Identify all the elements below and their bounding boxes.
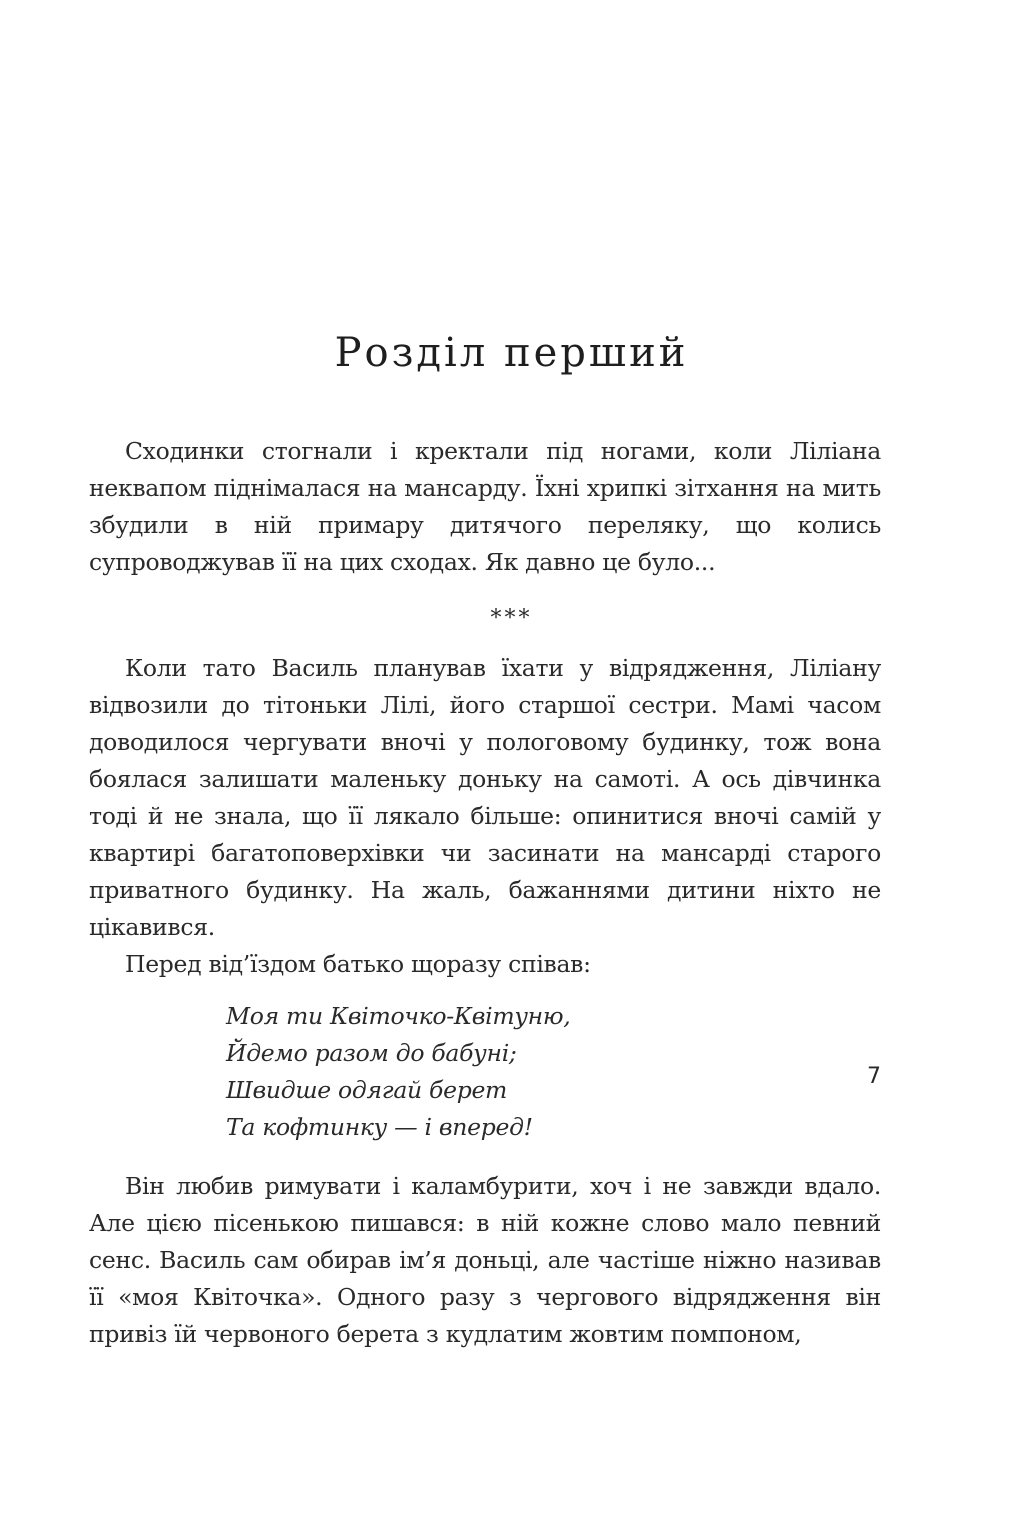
poem-line: Та кофтинку — і вперед! <box>226 1113 533 1141</box>
paragraph-intro: Сходинки стогнали і кректали під ногами, коли Ліліана неквапом піднімалася на мансарду. Їхні хрипкі зітхання на мить збудили в ній примару дитячого переляку, що колись супроводжував її на цих сходах. Як давно це було... <box>89 437 881 576</box>
poem-line: Моя ти Квіточко-Квітуню, <box>226 1002 571 1030</box>
main-text <box>89 650 881 983</box>
page-number: 7 <box>867 1064 881 1089</box>
end-text <box>89 1168 881 1353</box>
intro-text <box>89 433 881 581</box>
poem-line: Йдемо разом до бабуні; <box>226 1039 517 1067</box>
paragraph-end: Він любив римувати і каламбурити, хоч і не завжди вдало. Але цією пісенькою пишався: в ній кожне слово мало певний сенс. Василь сам обирав ім’я доньці, але частіше ніжно називав її «моя Квіточка». Одного разу з чергового відрядження він привіз їй червоного берета з кудлатим жовтим помпоном, <box>89 1172 881 1348</box>
paragraph-main-1: Коли тато Василь планував їхати у відрядження, Ліліану відвозили до тітоньки Лілі, його старшої сестри. Мамі часом доводилося чергувати вночі у пологовому будинку, тож вона боялася залишати маленьку доньку на самоті. А ось дівчинка тоді й не знала, що її лякало більше: опинитися вночі самій у квартирі багатоповерхівки чи засинати на мансарді старого приватного будинку. На жаль, бажаннями дитини ніхто не цікавився. <box>89 654 881 941</box>
poem <box>226 998 826 1146</box>
poem-line: Швидше одягай берет <box>226 1076 508 1104</box>
chapter-title: Розділ перший <box>334 330 689 376</box>
paragraph-main-2: Перед від’їздом батько щоразу співав: <box>125 950 591 978</box>
section-separator: *** <box>490 606 533 631</box>
